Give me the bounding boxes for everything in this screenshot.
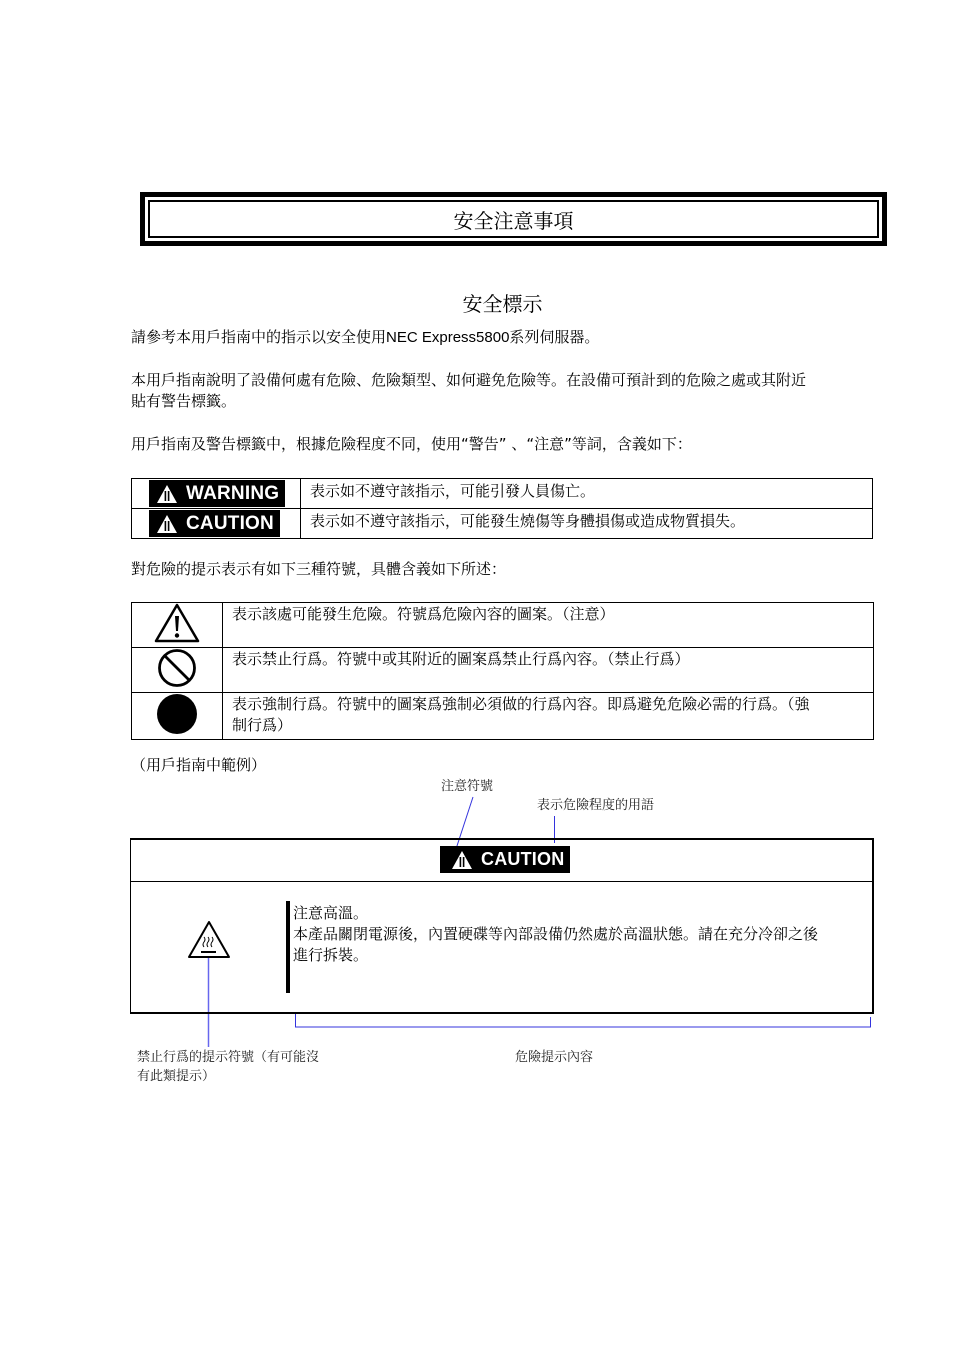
example-caution-label: CAUTION bbox=[481, 849, 565, 869]
content-left-bar bbox=[286, 901, 290, 993]
warning-description: 表示如不遵守該指示，可能引發人員傷亡。 bbox=[301, 479, 873, 509]
symbol-description-line: 制行爲） bbox=[232, 716, 293, 734]
caution-description: 表示如不遵守該指示，可能發生燒傷等身體損傷或造成物質損失。 bbox=[301, 509, 873, 539]
intro-paragraph-2-line-1: 本用戶指南說明了設備何處有危險、危險類型、如何避免危險等。在設備可預計到的危險之處或其附近 bbox=[131, 371, 807, 389]
example-content-line-1: 本產品關閉電源後，內置硬碟等內部設備仍然處於高溫狀態。請在充分冷卻之後 bbox=[293, 925, 819, 943]
example-divider bbox=[130, 881, 873, 882]
intro-p1-suffix: 系列伺服器。 bbox=[509, 328, 600, 346]
symbol-description-line: 表示該處可能發生危險。符號爲危險內容的圖案。（注意） bbox=[232, 605, 615, 623]
symbol-description-line: 表示禁止行爲。符號中或其附近的圖案爲禁止行爲內容。（禁止行爲） bbox=[232, 650, 690, 668]
label-caution-symbol: 注意符號 bbox=[441, 779, 494, 794]
intro-paragraph-2-line-2: 貼有警告標籤。 bbox=[131, 392, 237, 410]
example-caution-badge bbox=[440, 846, 570, 873]
example-caption: （用戶指南中範例） bbox=[131, 756, 267, 774]
label-prohibition-symbol-line-2: 有此類提示） bbox=[137, 1069, 216, 1084]
warning-label: WARNING bbox=[186, 482, 280, 504]
label-content: 危險提示內容 bbox=[515, 1050, 594, 1065]
subtitle: 安全標示 bbox=[462, 292, 543, 316]
example-badge-wrapper bbox=[440, 846, 570, 873]
hot-surface-icon bbox=[187, 920, 231, 960]
product-name: NEC Express5800 bbox=[386, 329, 510, 346]
example-content-line-2: 進行拆裝。 bbox=[293, 946, 369, 964]
label-prohibition-symbol-line-1: 禁止行爲的提示符號（有可能沒 bbox=[137, 1050, 320, 1065]
intro-paragraph-3: 用戶指南及警告標籤中，根據危險程度不同，使用“警告” 、“注意”等詞，含義如下： bbox=[131, 435, 692, 453]
example-content-title: 注意高溫。 bbox=[293, 904, 369, 922]
intro-p1-prefix: 請參考本用戶指南中的指示以安全使用 bbox=[131, 328, 387, 346]
symbols-intro: 對危險的提示表示有如下三種符號，具體含義如下所述： bbox=[131, 560, 507, 578]
section-title: 安全注意事項 bbox=[453, 208, 574, 233]
symbol-description-line: 表示強制行爲。符號中的圖案爲強制必須做的行爲內容。即爲避免危險必需的行爲。（強 bbox=[232, 695, 810, 713]
label-signal-word: 表示危險程度的用語 bbox=[537, 798, 655, 813]
warning-triangle-icon bbox=[452, 851, 472, 869]
caution-label: CAUTION bbox=[186, 512, 274, 534]
